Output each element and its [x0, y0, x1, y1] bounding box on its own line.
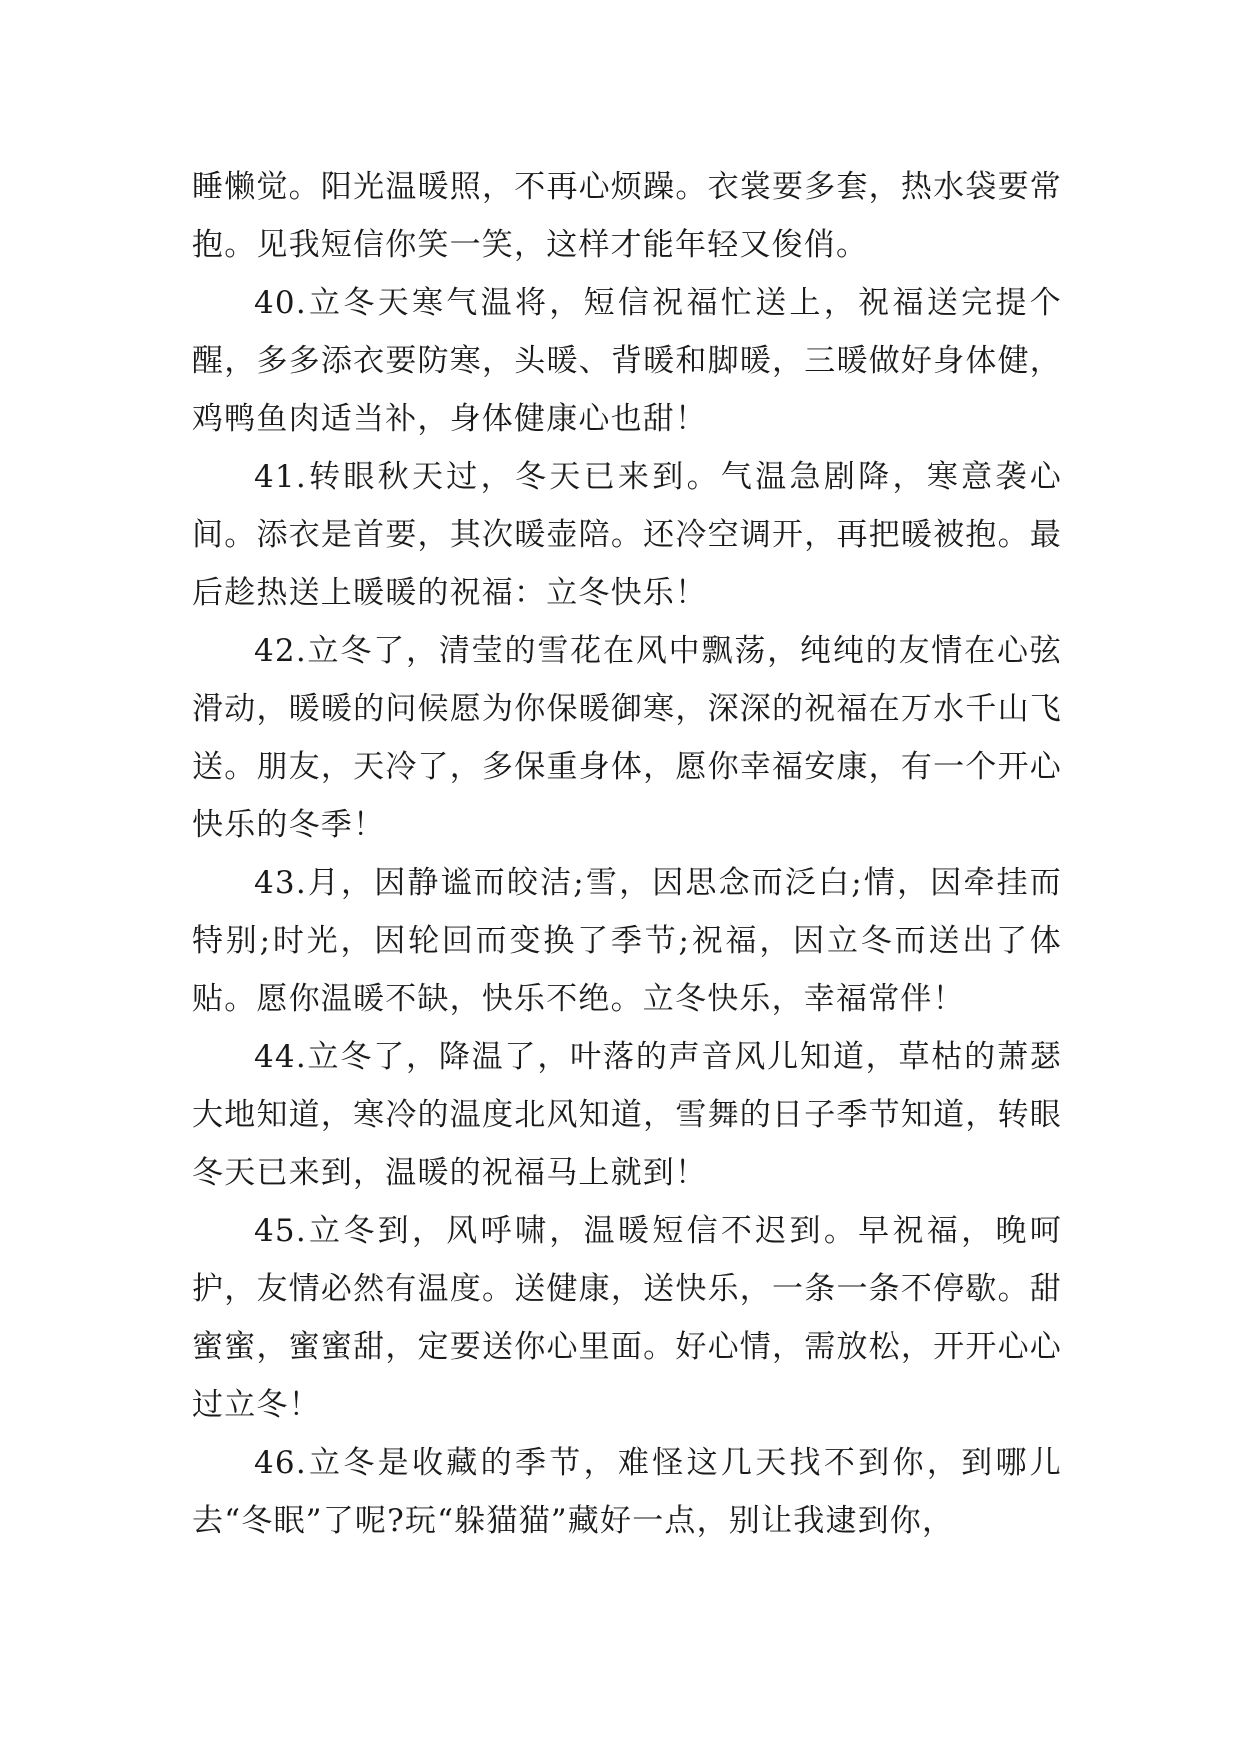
paragraph-44: 44.立冬了，降温了，叶落的声音风儿知道，草枯的萧瑟大地知道，寒冷的温度北风知道，雪舞的日子季节知道，转眼冬天已来到，温暖的祝福马上就到！	[192, 1039, 1062, 1191]
paragraph-40: 40.立冬天寒气温将，短信祝福忙送上，祝福送完提个醒，多多添衣要防寒，头暖、背暖和脚暖，三暖做好身体健，鸡鸭鱼肉适当补，身体健康心也甜！	[192, 285, 1062, 437]
paragraph-42: 42.立冬了，清莹的雪花在风中飘荡，纯纯的友情在心弦滑动，暖暖的问候愿为你保暖御寒，深深的祝福在万水千山飞送。朋友，天冷了，多保重身体，愿你幸福安康，有一个开心快乐的冬季！	[192, 633, 1062, 843]
paragraph-43: 43.月，因静谧而皎洁;雪，因思念而泛白;情，因牵挂而特别;时光，因轮回而变换了季节;祝福，因立冬而送出了体贴。愿你温暖不缺，快乐不绝。立冬快乐，幸福常伴！	[192, 865, 1062, 1017]
paragraph-41: 41.转眼秋天过，冬天已来到。气温急剧降，寒意袭心间。添衣是首要，其次暖壶陪。还冷空调开，再把暖被抱。最后趁热送上暖暖的祝福：立冬快乐！	[192, 459, 1062, 611]
document-body	[192, 158, 1062, 1550]
paragraph-continued: 睡懒觉。阳光温暖照，不再心烦躁。衣裳要多套，热水袋要常抱。见我短信你笑一笑，这样才能年轻又俊俏。	[192, 169, 1062, 263]
paragraph-45: 45.立冬到，风呼啸，温暖短信不迟到。早祝福，晚呵护，友情必然有温度。送健康，送快乐，一条一条不停歇。甜蜜蜜，蜜蜜甜，定要送你心里面。好心情，需放松，开开心心过立冬！	[192, 1213, 1062, 1423]
paragraph-46: 46.立冬是收藏的季节，难怪这几天找不到你，到哪儿去“冬眠”了呢?玩“躲猫猫”藏好一点，别让我逮到你，	[192, 1445, 1062, 1539]
